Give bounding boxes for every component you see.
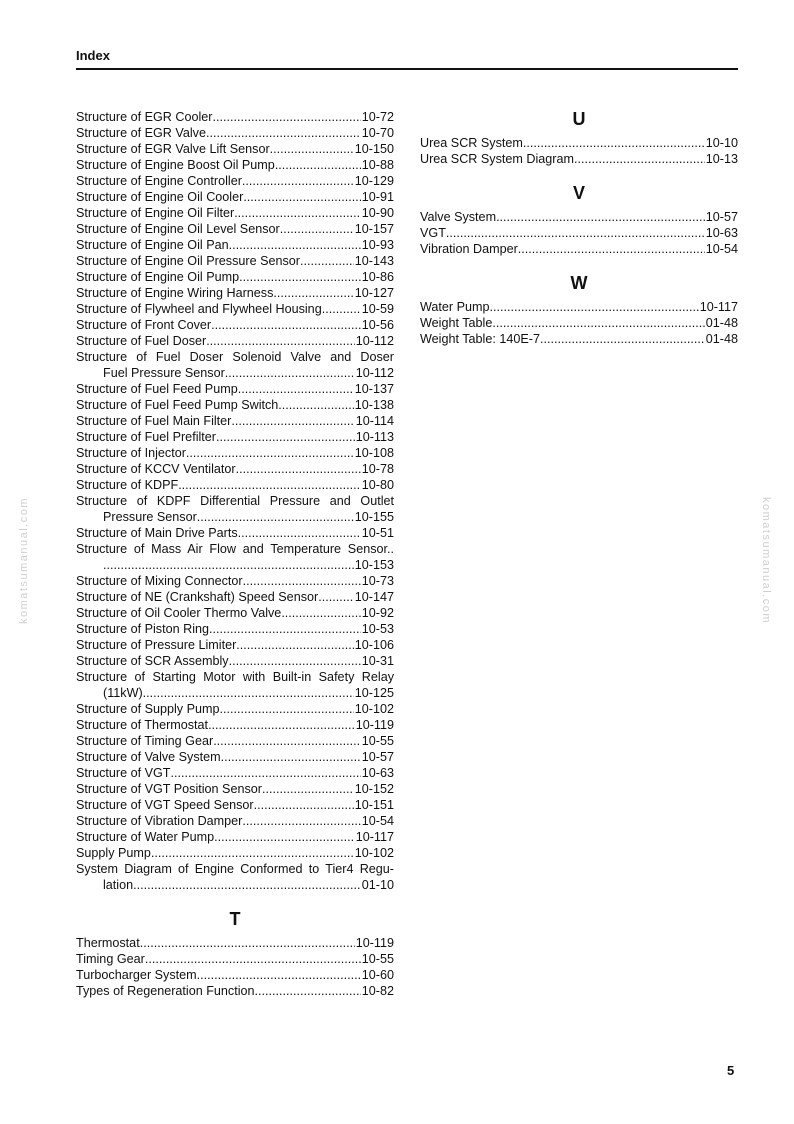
index-entry-row	[76, 749, 394, 765]
index-entry	[76, 637, 394, 653]
section-letter-heading: V	[572, 183, 585, 203]
index-entry-row	[420, 151, 738, 167]
dot-leader	[206, 125, 361, 141]
index-entry-page: 10-55	[361, 734, 394, 748]
index-entry-page: 10-10	[705, 136, 738, 150]
index-entry	[76, 125, 394, 141]
index-entry-continuation	[76, 877, 394, 893]
index-entry	[76, 173, 394, 189]
index-entry-title: Structure of KDPF	[76, 478, 179, 492]
dot-leader	[186, 445, 354, 461]
index-entry-row	[76, 157, 394, 173]
index-entry-page: 01-10	[361, 878, 394, 892]
index-entry-row	[76, 797, 394, 813]
index-entry-title: Structure of Mass Air Flow and Temperature Sensor..	[76, 542, 394, 556]
dot-leader	[212, 109, 360, 125]
dot-leader	[492, 315, 704, 331]
index-entry-row	[76, 445, 394, 461]
index-entry-page: 01-48	[705, 332, 738, 346]
index-entry-page: 10-113	[355, 430, 394, 444]
index-entry-row	[76, 621, 394, 637]
index-entry	[420, 315, 738, 331]
index-entry-title: Thermostat	[76, 936, 140, 950]
index-entry-row	[76, 983, 394, 999]
page-header-title: Index	[76, 48, 110, 63]
index-entry-row	[76, 253, 394, 269]
index-entry	[76, 605, 394, 621]
index-entry-page: 10-88	[361, 158, 394, 172]
dot-leader	[243, 189, 360, 205]
dot-leader	[322, 301, 361, 317]
index-entry-title-continued: lation	[103, 878, 134, 892]
dot-leader	[170, 765, 360, 781]
index-entry-page: 10-119	[355, 936, 394, 950]
index-entry-page: 10-157	[354, 222, 394, 236]
index-entry	[76, 253, 394, 269]
index-entry-title: Structure of Fuel Doser	[76, 334, 207, 348]
index-entry	[76, 653, 394, 669]
index-entry-row	[76, 701, 394, 717]
index-entry-page: 10-31	[361, 654, 394, 668]
index-entry	[76, 829, 394, 845]
index-entry-title: Structure of Engine Oil Cooler	[76, 190, 244, 204]
dot-leader	[143, 685, 354, 701]
index-entry-row	[76, 109, 394, 125]
dot-leader	[140, 935, 355, 951]
index-entry	[76, 765, 394, 781]
index-column-right	[420, 109, 738, 347]
section-spacer	[420, 167, 738, 183]
dot-leader	[229, 237, 361, 253]
index-entry-row	[76, 269, 394, 285]
dot-leader	[236, 461, 361, 477]
section-spacer	[76, 893, 394, 909]
dot-leader	[281, 605, 360, 621]
index-entry-row	[76, 813, 394, 829]
index-entry-title: Structure of Timing Gear	[76, 734, 214, 748]
index-entry-row	[76, 477, 394, 493]
index-entry-page: 10-153	[354, 558, 394, 572]
index-entry-row	[76, 125, 394, 141]
section-letter-heading: T	[229, 909, 241, 929]
dot-leader	[211, 317, 361, 333]
index-entry	[76, 845, 394, 861]
dot-leader	[254, 797, 354, 813]
index-entry-page: 10-108	[354, 446, 394, 460]
index-entry-page: 10-55	[361, 952, 394, 966]
index-entry-row	[420, 331, 738, 347]
index-entry-title: Structure of VGT Speed Sensor	[76, 798, 254, 812]
dot-leader	[446, 225, 705, 241]
section-letter-heading: U	[572, 109, 586, 129]
index-entry	[76, 797, 394, 813]
index-entry	[76, 269, 394, 285]
index-entry-row	[76, 141, 394, 157]
index-entry	[76, 381, 394, 397]
index-entry-page: 10-80	[361, 478, 394, 492]
index-entry-title: Structure of Water Pump	[76, 830, 215, 844]
index-entry-title: Structure of Starting Motor with Built-in Safety Relay	[76, 670, 394, 684]
index-entry	[76, 589, 394, 605]
index-entry-page: 10-125	[354, 686, 394, 700]
index-entry-row	[76, 285, 394, 301]
index-entry	[76, 813, 394, 829]
dot-leader	[234, 205, 361, 221]
dot-leader	[574, 151, 705, 167]
index-entry	[76, 781, 394, 797]
index-entry-page: 10-119	[355, 718, 394, 732]
index-entry	[76, 525, 394, 541]
index-entry-title: Structure of Engine Oil Filter	[76, 206, 235, 220]
dot-leader	[278, 397, 353, 413]
dot-leader	[490, 299, 699, 315]
index-entry-row	[76, 381, 394, 397]
index-entry-row	[420, 225, 738, 241]
index-entry-row	[76, 951, 394, 967]
index-entry-page: 10-86	[361, 270, 394, 284]
index-entry-row	[76, 301, 394, 317]
dot-leader	[225, 365, 355, 381]
index-entry	[76, 935, 394, 951]
index-entry-row	[76, 845, 394, 861]
index-entry	[76, 477, 394, 493]
index-entry-title: Structure of Oil Cooler Thermo Valve	[76, 606, 282, 620]
index-entry	[76, 333, 394, 349]
watermark-left: komatsumanual.com	[18, 497, 30, 624]
dot-leader	[238, 381, 354, 397]
index-entry-page: 10-54	[705, 242, 738, 256]
index-entry	[76, 861, 394, 893]
index-entry-page: 10-54	[361, 814, 394, 828]
dot-leader	[103, 557, 354, 573]
index-entry-page: 10-90	[361, 206, 394, 220]
index-entry	[420, 331, 738, 347]
index-entry-title: Structure of Engine Controller	[76, 174, 242, 188]
index-entry	[420, 151, 738, 167]
index-entry-page: 10-59	[361, 302, 394, 316]
index-entry-row	[76, 237, 394, 253]
index-entry	[76, 445, 394, 461]
dot-leader	[262, 781, 354, 797]
index-entry	[76, 317, 394, 333]
dot-leader	[231, 413, 354, 429]
index-entry-title: Turbocharger System	[76, 968, 197, 982]
dot-leader	[540, 331, 705, 347]
index-entry-row	[76, 967, 394, 983]
dot-leader	[213, 733, 361, 749]
index-entry-page: 10-151	[354, 798, 394, 812]
index-entry	[76, 109, 394, 125]
index-entry-page: 10-73	[361, 574, 394, 588]
index-entry-title: Structure of EGR Cooler	[76, 110, 213, 124]
index-entry-page: 10-92	[361, 606, 394, 620]
index-entry-title: Structure of Flywheel and Flywheel Housing	[76, 302, 322, 316]
index-entry-page: 10-91	[361, 190, 394, 204]
index-entry-page: 10-106	[354, 638, 394, 652]
dot-leader	[145, 951, 361, 967]
index-entry-page: 10-112	[355, 366, 394, 380]
index-entry	[76, 983, 394, 999]
index-entry-row	[420, 315, 738, 331]
dot-leader	[518, 241, 705, 257]
index-entry-row	[76, 173, 394, 189]
index-entry-title: Structure of Fuel Doser Solenoid Valve and Doser	[76, 350, 394, 364]
index-entry-title: Structure of Supply Pump	[76, 702, 220, 716]
index-entry-page: 10-117	[355, 830, 394, 844]
index-entry-continuation	[76, 685, 394, 701]
dot-leader	[270, 141, 354, 157]
index-entry	[420, 299, 738, 315]
index-entry	[76, 951, 394, 967]
dot-leader	[242, 813, 360, 829]
index-entry	[76, 717, 394, 733]
index-entry-title-continued: (11kW)	[103, 686, 143, 700]
index-entry-page: 10-150	[354, 142, 394, 156]
index-entry-title: Structure of Mixing Connector	[76, 574, 243, 588]
dot-leader	[238, 525, 361, 541]
index-entry-page: 10-57	[361, 750, 394, 764]
index-entry	[76, 349, 394, 381]
index-entry-page: 10-114	[355, 414, 394, 428]
index-entry-title: Urea SCR System	[420, 136, 523, 150]
index-entry-title: Structure of Front Cover	[76, 318, 212, 332]
index-entry-row	[76, 781, 394, 797]
index-entry-row	[76, 525, 394, 541]
index-entry-page: 10-72	[361, 110, 394, 124]
index-entry	[76, 701, 394, 717]
index-entry-title-continued: Fuel Pressure Sensor	[103, 366, 225, 380]
index-entry-title-continued: Pressure Sensor	[103, 510, 197, 524]
index-entry-continuation	[76, 509, 394, 525]
dot-leader	[151, 845, 354, 861]
dot-leader	[220, 701, 354, 717]
index-entry-page: 10-60	[361, 968, 394, 982]
index-entry-page: 10-147	[354, 590, 394, 604]
index-entry-page: 10-137	[354, 382, 394, 396]
dot-leader	[243, 573, 361, 589]
index-entry	[76, 493, 394, 525]
index-entry	[76, 141, 394, 157]
dot-leader	[273, 285, 353, 301]
index-entry-title: Structure of Injector	[76, 446, 186, 460]
dot-leader	[523, 135, 705, 151]
index-entry	[76, 237, 394, 253]
index-entry-title: Structure of Fuel Main Filter	[76, 414, 232, 428]
index-entry-page: 01-48	[705, 316, 738, 330]
dot-leader	[255, 983, 361, 999]
index-entry-title: Vibration Damper	[420, 242, 518, 256]
index-entry-row	[76, 829, 394, 845]
index-entry-page: 10-138	[354, 398, 394, 412]
index-entry-row	[76, 317, 394, 333]
index-entry-title: Structure of EGR Valve	[76, 126, 206, 140]
index-entry-row	[76, 653, 394, 669]
index-entry-page: 10-143	[354, 254, 394, 268]
index-entry	[76, 967, 394, 983]
index-entry-page: 10-127	[354, 286, 394, 300]
index-entry-title: Structure of Piston Ring	[76, 622, 209, 636]
index-entry-row	[76, 461, 394, 477]
index-entry-page: 10-13	[705, 152, 738, 166]
index-entry-title: Supply Pump	[76, 846, 151, 860]
index-entry-row	[76, 205, 394, 221]
dot-leader	[133, 877, 361, 893]
index-entry	[76, 413, 394, 429]
index-entry-title: Structure of Thermostat	[76, 718, 209, 732]
dot-leader	[242, 173, 354, 189]
index-entry	[76, 461, 394, 477]
dot-leader	[496, 209, 705, 225]
index-entry-title: Structure of KCCV Ventilator	[76, 462, 236, 476]
section-letter-heading: W	[570, 273, 588, 293]
index-entry-page: 10-70	[361, 126, 394, 140]
index-entry-page: 10-56	[361, 318, 394, 332]
dot-leader	[216, 429, 355, 445]
index-entry-title: Structure of Engine Wiring Harness	[76, 286, 274, 300]
index-entry-page: 10-117	[699, 300, 738, 314]
index-entry-row	[76, 189, 394, 205]
index-entry-title: Structure of Engine Boost Oil Pump	[76, 158, 275, 172]
index-entry	[76, 621, 394, 637]
header-divider	[76, 68, 738, 70]
index-entry-continuation	[76, 557, 394, 573]
index-entry	[420, 241, 738, 257]
dot-leader	[178, 477, 361, 493]
index-entry-page: 10-102	[354, 846, 394, 860]
index-entry-title: Structure of KDPF Differential Pressure and Outlet	[76, 494, 394, 508]
dot-leader	[229, 653, 361, 669]
dot-leader	[221, 749, 361, 765]
index-entry-page: 10-155	[354, 510, 394, 524]
index-entry-row	[76, 605, 394, 621]
index-column-left	[76, 109, 394, 999]
index-entry	[76, 285, 394, 301]
index-entry-continuation	[76, 365, 394, 381]
index-entry	[76, 397, 394, 413]
index-entry-row	[76, 333, 394, 349]
dot-leader	[239, 269, 361, 285]
index-entry-title: Structure of NE (Crankshaft) Speed Sensor	[76, 590, 319, 604]
index-entry	[420, 135, 738, 151]
dot-leader	[300, 253, 354, 269]
index-entry-page: 10-93	[361, 238, 394, 252]
index-entry-page: 10-57	[705, 210, 738, 224]
index-entry	[420, 225, 738, 241]
index-entry	[76, 733, 394, 749]
index-entry-title: VGT	[420, 226, 446, 240]
index-entry-page: 10-63	[361, 766, 394, 780]
index-entry	[76, 189, 394, 205]
index-entry-row	[420, 209, 738, 225]
dot-leader	[197, 967, 361, 983]
index-entry-title: Structure of VGT Position Sensor	[76, 782, 262, 796]
index-entry-row	[76, 573, 394, 589]
index-entry-title: Structure of Vibration Damper	[76, 814, 243, 828]
index-entry-title: Urea SCR System Diagram	[420, 152, 574, 166]
index-entry-page: 10-152	[354, 782, 394, 796]
dot-leader	[236, 637, 354, 653]
index-entry-title: Structure of SCR Assembly	[76, 654, 229, 668]
index-entry-page: 10-53	[361, 622, 394, 636]
index-entry-page: 10-78	[361, 462, 394, 476]
index-entry-row	[76, 413, 394, 429]
index-entry	[76, 749, 394, 765]
index-entry	[76, 301, 394, 317]
dot-leader	[318, 589, 354, 605]
index-entry-row	[76, 733, 394, 749]
index-entry	[76, 429, 394, 445]
index-entry-title: Structure of Engine Oil Pan	[76, 238, 229, 252]
dot-leader	[275, 157, 361, 173]
index-entry-title: Structure of Engine Oil Pressure Sensor	[76, 254, 300, 268]
dot-leader	[280, 221, 354, 237]
index-entry-row	[420, 135, 738, 151]
index-entry-title: Structure of Fuel Feed Pump Switch	[76, 398, 279, 412]
index-entry	[76, 221, 394, 237]
dot-leader	[206, 333, 355, 349]
index-entry	[76, 157, 394, 173]
section-spacer	[420, 257, 738, 273]
index-entry-title: Structure of Valve System	[76, 750, 221, 764]
index-entry-title: Structure of Main Drive Parts	[76, 526, 238, 540]
index-entry-page: 10-82	[361, 984, 394, 998]
index-entry-page: 10-51	[361, 526, 394, 540]
index-entry	[76, 205, 394, 221]
index-entry-row	[76, 589, 394, 605]
index-entry-row	[76, 397, 394, 413]
index-entry	[76, 541, 394, 573]
dot-leader	[209, 621, 361, 637]
index-entry-title: System Diagram of Engine Conformed to Tier4 Regu-	[76, 862, 394, 876]
index-entry-title: Structure of Fuel Feed Pump	[76, 382, 238, 396]
index-entry-row	[420, 241, 738, 257]
index-entry-title: Structure of Engine Oil Level Sensor	[76, 222, 280, 236]
index-entry-title: Water Pump	[420, 300, 490, 314]
index-entry-title: Structure of VGT	[76, 766, 171, 780]
index-entry-title: Structure of EGR Valve Lift Sensor	[76, 142, 270, 156]
watermark-right: komatsumanual.com	[760, 497, 772, 624]
index-entry-row	[76, 637, 394, 653]
index-entry-row	[76, 935, 394, 951]
index-entry-title: Types of Regeneration Function	[76, 984, 255, 998]
index-entry-title: Structure of Engine Oil Pump	[76, 270, 240, 284]
index-entry-row	[76, 765, 394, 781]
index-entry-title: Timing Gear	[76, 952, 145, 966]
index-entry	[76, 573, 394, 589]
index-entry-row	[76, 429, 394, 445]
index-entry-row	[420, 299, 738, 315]
index-entry-page: 10-112	[355, 334, 394, 348]
index-entry-title: Weight Table	[420, 316, 493, 330]
index-entry-title: Valve System	[420, 210, 497, 224]
index-entry-title: Weight Table: 140E-7	[420, 332, 540, 346]
index-entry-title: Structure of Pressure Limiter	[76, 638, 237, 652]
page-number: 5	[727, 1063, 735, 1078]
dot-leader	[214, 829, 355, 845]
index-entry-title: Structure of Fuel Prefilter	[76, 430, 216, 444]
dot-leader	[197, 509, 354, 525]
index-entry	[420, 209, 738, 225]
index-entry-page: 10-63	[705, 226, 738, 240]
index-entry-row	[76, 221, 394, 237]
index-entry	[76, 669, 394, 701]
index-entry-page: 10-102	[354, 702, 394, 716]
dot-leader	[208, 717, 355, 733]
index-entry-page: 10-129	[354, 174, 394, 188]
index-entry-row	[76, 717, 394, 733]
